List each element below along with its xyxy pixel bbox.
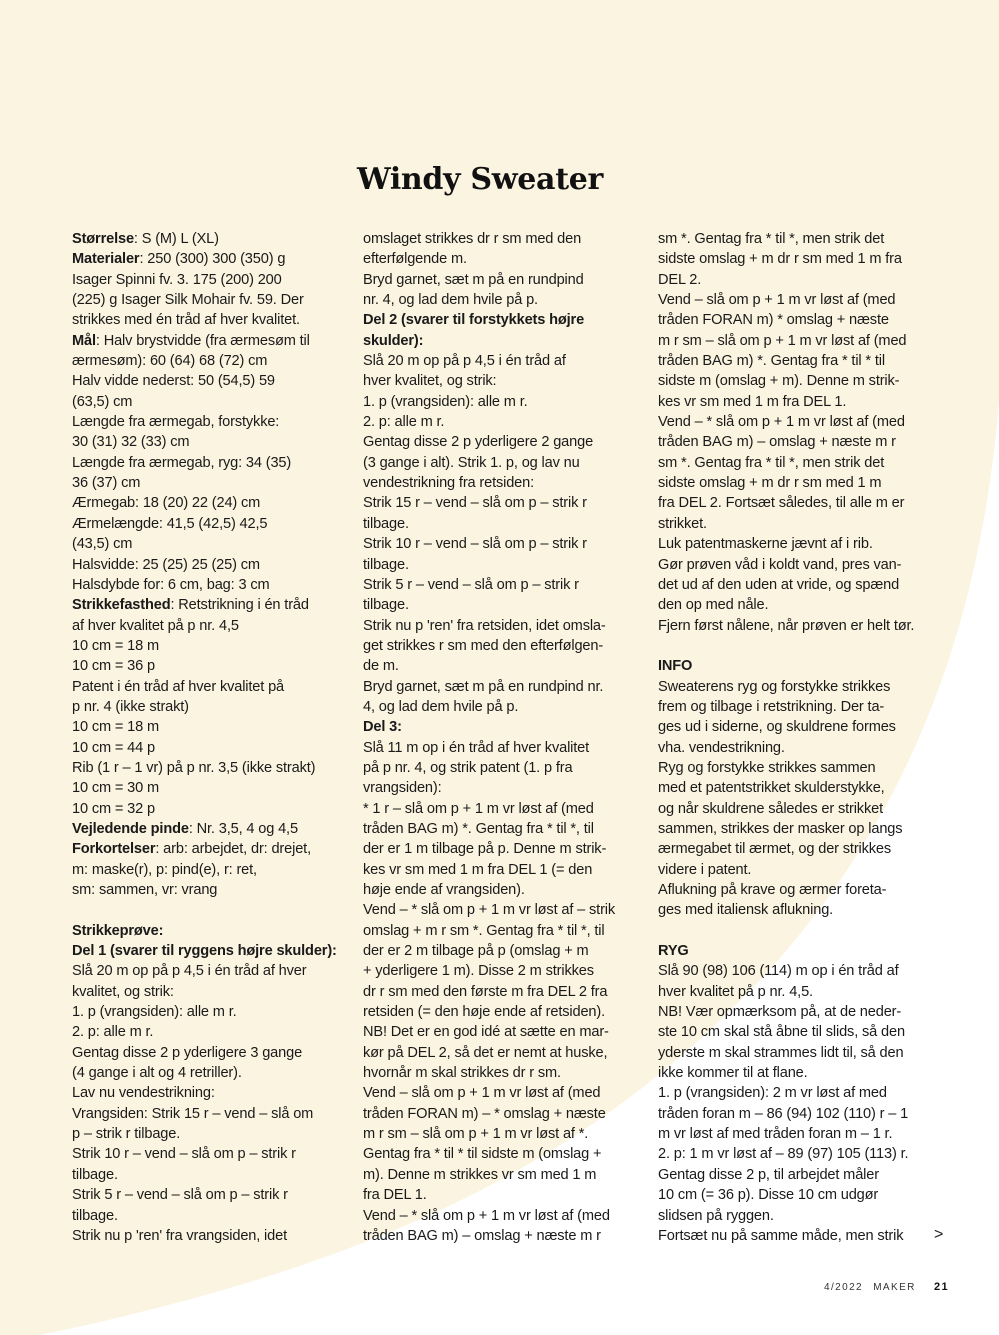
body-text: : Halv brystvidde (fra ærmesøm til ærmesøm): 60 (64) 68 (72) cm Halv vidde nederst: 50 (54,5) 59 (63,5) cm Længde fra ærmegab, forstykke: 30 (31) 32 (33) cm Længde fra ærmegab, ryg: 34 (35) 36 (37) cm Ærmegab: 18 (20) 22 (24) cm Ærmelængde: 41,5 (42,5) 42,5 (43,5) cm Halsvidde: 25 (25) 25 (25) cm Halsdybde for: 6 cm, bag: 3 cm [72,332,310,593]
footer-issue: 4/2022 [824,1282,864,1293]
body-text: Slå 20 m op på p 4,5 i én tråd af hver kvalitet, og strik: 1. p (vrangsiden): alle m r. 2. p: alle m r. Gentag disse 2 p yderligere 2 gange (3 gange i alt). Strik 1. p, og lav nu vendestrikning fra retsiden: Strik 15 r – vend – slå om p – strik r tilbage. Strik 10 r – vend – slå om p – strik r tilbage. Strik 5 r – vend – slå om p – strik r tilbage. Strik nu p 'ren' fra retsiden, idet omsla- get strikkes r sm med den efterfølgen- de m. Bryd garnet, sæt m på en rundpind nr. 4, og lad dem hvile på p. [363,353,606,715]
bold-label: Materialer [72,251,140,268]
paragraph [72,229,352,249]
paragraph [363,310,653,351]
paragraph [72,941,352,961]
body-text: omslaget strikkes dr r sm med den efterfølgende m. Bryd garnet, sæt m på en rundpind nr. 4, og lad dem hvile på p. [363,231,584,309]
bold-label: Del 2 (svarer til forstykkets højre skulder): [363,312,585,349]
bold-label: Mål [72,332,96,349]
paragraph [72,249,352,330]
bold-label: Vejledende pinde [72,820,189,837]
body-text: Slå 90 (98) 106 (114) m op i én tråd af hver kvalitet på p nr. 4,5. NB! Vær opmærksom på, at de neder- ste 10 cm skal stå åbne til slids, så den yderste m skal strammes lidt til, så den ikke kommer til at flane. 1. p (vrangsiden): 2 m vr løst af med tråden foran m – 86 (94) 102 (110) r – 1 m vr løst af med tråden foran m – 1 r. 2. p: 1 m vr løst af – 89 (97) 105 (113) r. Gentag disse 2 p, til arbejdet måler 10 cm (= 36 p). Disse 10 cm udgør slidsen på ryggen. Fortsæt nu på samme måde, men strik [658,963,909,1244]
body-text: : S (M) L (XL) [133,231,219,247]
body-text: : Nr. 3,5, 4 og 4,5 [188,820,298,837]
paragraph-spacer [658,921,948,941]
bold-label: Størrelse [72,231,134,247]
paragraph [72,595,352,819]
text-column-2 [363,229,653,1246]
paragraph [363,717,653,737]
bold-label: Strikkefasthed [72,597,171,614]
page-footer [824,1281,949,1293]
bold-label: Del 1 (svarer til ryggens højre skulder): [72,943,337,960]
bold-label: Forkortelser [72,841,156,858]
body-text: : arb: arbejdet, dr: drejet, m: maske(r), p: pind(e), r: ret, sm: sammen, vr: vrang [72,841,311,898]
body-text: Sweaterens ryg og forstykke strikkes frem og tilbage i retstrikning. Der ta- ges ud i siderne, og skuldrene formes vha. vendestrikning. Ryg og forstykke strikkes sammen med et patentstrikket skulderstykke, og når skuldrene således er strikket sammen, strikkes der masker op langs ærmegabet til ærmet, og der strikkes videre i patent. Aflukning på krave og ærmer foreta- ges med italiensk aflukning. [658,678,903,919]
body-text: Slå 20 m op på p 4,5 i én tråd af hver kvalitet, og strik: 1. p (vrangsiden): alle m r. 2. p: alle m r. Gentag disse 2 p yderligere 3 gange (4 gange i alt og 4 retriller). Lav nu vendestrikning: Vrangsiden: Strik 15 r – vend – slå om p – strik r tilbage. Strik 10 r – vend – slå om p – strik r tilbage. Strik 5 r – vend – slå om p – strik r tilbage. Strik nu p 'ren' fra vrangsiden, idet [72,963,314,1244]
body-text: sm *. Gentag fra * til *, men strik det sidste omslag + m dr r sm med 1 m fra DEL 2. Vend – slå om p + 1 m vr løst af (med tråden FORAN m) * omslag + næste m r sm – slå om p + 1 m vr løst af (med tråden BAG m) *. Gentag fra * til * til sidste m (omslag + m). Denne m strik- kes vr sm med 1 m fra DEL 1. Vend – * slå om p + 1 m vr løst af (med tråden BAG m) – omslag + næste m r sm *. Gentag fra * til *, men strik det sidste omslag + m dr r sm med 1 m fra DEL 2. Fortsæt således, til alle m er strikket. Luk patentmaskerne jævnt af i rib. Gør prøven våd i koldt vand, pres van- det ud af den uden at vride, og spænd den op med nåle. Fjern først nålene, når prøven er helt tør. [658,231,915,634]
text-column-3 [658,229,948,1246]
paragraph [72,961,352,1246]
body-text: Slå 11 m op i én tråd af hver kvalitet på p nr. 4, og strik patent (1. p fra vrangsiden): * 1 r – slå om p + 1 m vr løst af (med tråden BAG m) *. Gentag fra * til *, til der er 1 m tilbage på p. Denne m strik- kes vr sm med 1 m fra DEL 1 (= den høje ende af vrangsiden). Vend – * slå om p + 1 m vr løst af – strik omslag + m r sm *. Gentag fra * til *, til der er 2 m tilbage på p (omslag + m + yderligere 1 m). Disse 2 m strikkes dr r sm med den første m fra DEL 2 fra retsiden (= den høje ende af retsiden). NB! Det er en god idé at sætte en mar- kør på DEL 2, så det er nemt at huske, hvornår m skal strikkes dr r sm. Vend – slå om p + 1 m vr løst af (med tråden FORAN m) – * omslag + næste m r sm – slå om p + 1 m vr løst af *. Gentag fra * til * til sidste m (omslag + m). Denne m strikkes vr sm med 1 m fra DEL 1. Vend – * slå om p + 1 m vr løst af (med tråden BAG m) – omslag + næste m r [363,739,616,1244]
paragraph [363,738,653,1247]
paragraph-spacer [658,636,948,656]
bold-label: INFO [658,658,693,675]
page-number: 21 [933,1281,949,1293]
paragraph-spacer [72,900,352,920]
bold-label: Del 3: [363,719,402,736]
paragraph [658,677,948,921]
paragraph [363,351,653,717]
paragraph [658,961,948,1246]
text-column-1 [72,229,352,1246]
page-title: Windy Sweater [356,162,604,197]
next-page-arrow-icon: > [934,1226,944,1243]
body-text: : 250 (300) 300 (350) g Isager Spinni fv. 3. 175 (200) 200 (225) g Isager Silk Mohair fv. 59. Der strikkes med én tråd af hver kvalitet. [72,251,304,329]
bold-label: RYG [658,943,689,960]
footer-magazine: MAKER [873,1282,916,1293]
paragraph [72,839,352,900]
paragraph [658,941,948,961]
paragraph [658,656,948,676]
body-text: : Retstrikning i én tråd af hver kvalitet på p nr. 4,5 10 cm = 18 m 10 cm = 36 p Patent i én tråd af hver kvalitet på p nr. 4 (ikke strakt) 10 cm = 18 m 10 cm = 44 p Rib (1 r – 1 vr) på p nr. 3,5 (ikke strakt) 10 cm = 30 m 10 cm = 32 p [72,597,316,817]
paragraph [72,331,352,595]
bold-label: Strikkeprøve: [72,922,164,939]
paragraph [363,229,653,310]
paragraph [72,921,352,941]
paragraph [658,229,948,636]
paragraph [72,819,352,839]
